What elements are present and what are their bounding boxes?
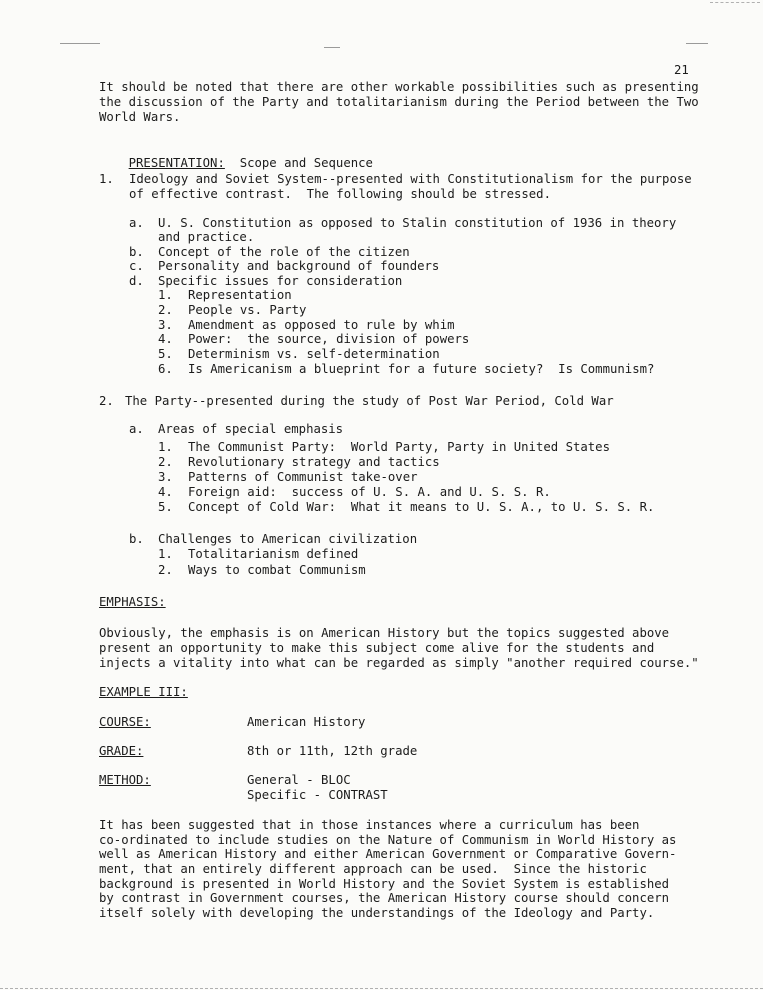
intro-line: It should be noted that there are other workable possibilities such as presenting: [99, 80, 699, 94]
item-text: The Party--presented during the study of Post War Period, Cold War: [125, 394, 614, 408]
sub-letter: a.: [129, 422, 144, 436]
sub-letter: c.: [129, 259, 144, 273]
intro-line: World Wars.: [99, 110, 181, 124]
scan-edge-bottom: [0, 988, 763, 989]
item-number: 2.: [99, 394, 114, 408]
area-text: Foreign aid: success of U. S. A. and U. S. S. R.: [188, 485, 551, 499]
issue-text: Power: the source, division of powers: [188, 332, 470, 346]
course-value: American History: [247, 715, 366, 729]
closing-line: by contrast in Government courses, the American History course should concern: [99, 891, 670, 905]
presentation-text: Scope and Sequence: [239, 155, 373, 170]
item-text: of effective contrast. The following should be stressed.: [129, 187, 551, 201]
scan-edge-top: [710, 2, 760, 3]
area-text: The Communist Party: World Party, Party in United States: [188, 440, 610, 454]
course-label: COURSE:: [99, 715, 151, 729]
grade-value: 8th or 11th, 12th grade: [247, 744, 418, 758]
issue-text: Representation: [188, 288, 292, 302]
sub-text: U. S. Constitution as opposed to Stalin constitution of 1936 in theory: [158, 216, 677, 230]
sub-text: Personality and background of founders: [158, 259, 440, 273]
area-text: Patterns of Communist take-over: [188, 470, 418, 484]
sub-letter: b.: [129, 532, 144, 546]
area-number: 4.: [158, 485, 173, 499]
issue-number: 3.: [158, 318, 173, 332]
sub-letter: b.: [129, 245, 144, 259]
grade-label: GRADE:: [99, 744, 144, 758]
issue-number: 2.: [158, 303, 173, 317]
issue-number: 6.: [158, 362, 173, 376]
page-number: 21: [674, 63, 689, 77]
closing-line: background is presented in World History and the Soviet System is established: [99, 877, 670, 891]
challenge-number: 2.: [158, 563, 173, 577]
area-number: 5.: [158, 500, 173, 514]
area-number: 2.: [158, 455, 173, 469]
method-value: Specific - CONTRAST: [247, 788, 388, 802]
sub-text: Challenges to American civilization: [158, 532, 418, 546]
issue-text: Amendment as opposed to rule by whim: [188, 318, 455, 332]
sub-letter: a.: [129, 216, 144, 230]
closing-line: itself solely with developing the understandings of the Ideology and Party.: [99, 906, 655, 920]
area-number: 1.: [158, 440, 173, 454]
closing-line: well as American History and either American Government or Comparative Govern-: [99, 847, 677, 861]
method-label: METHOD:: [99, 773, 151, 787]
sub-text: and practice.: [158, 230, 255, 244]
scan-speck: [324, 47, 340, 48]
scan-speck: [60, 43, 100, 44]
item-text: Ideology and Soviet System--presented with Constitutionalism for the purpose: [129, 172, 692, 186]
sub-letter: d.: [129, 274, 144, 288]
scan-speck: [686, 43, 708, 44]
issue-number: 5.: [158, 347, 173, 361]
issue-number: 4.: [158, 332, 173, 346]
issue-text: Determinism vs. self-determination: [188, 347, 440, 361]
emphasis-line: injects a vitality into what can be regarded as simply "another required course.": [99, 656, 699, 670]
emphasis-line: Obviously, the emphasis is on American History but the topics suggested above: [99, 626, 670, 640]
intro-line: the discussion of the Party and totalitarianism during the Period between the Two: [99, 95, 699, 109]
sub-text: Areas of special emphasis: [158, 422, 344, 436]
emphasis-line: present an opportunity to make this subject come alive for the students and: [99, 641, 655, 655]
closing-line: ment, that an entirely different approach can be used. Since the historic: [99, 862, 647, 876]
issue-number: 1.: [158, 288, 173, 302]
example-heading: EXAMPLE III:: [99, 685, 188, 699]
closing-line: It has been suggested that in those instances where a curriculum has been: [99, 818, 640, 832]
presentation-label: PRESENTATION:: [128, 155, 225, 170]
area-number: 3.: [158, 470, 173, 484]
method-value: General - BLOC: [247, 773, 351, 787]
closing-line: co-ordinated to include studies on the Nature of Communism in World History as: [99, 833, 677, 847]
sub-text: Concept of the role of the citizen: [158, 245, 410, 259]
area-text: Concept of Cold War: What it means to U. S. A., to U. S. S. R.: [188, 500, 655, 514]
issue-text: Is Americanism a blueprint for a future society? Is Communism?: [188, 362, 655, 376]
issue-text: People vs. Party: [188, 303, 307, 317]
challenge-text: Ways to combat Communism: [188, 563, 366, 577]
item-number: 1.: [99, 172, 114, 186]
challenge-number: 1.: [158, 547, 173, 561]
challenge-text: Totalitarianism defined: [188, 547, 359, 561]
sub-text: Specific issues for consideration: [158, 274, 403, 288]
emphasis-heading: EMPHASIS:: [99, 595, 166, 609]
area-text: Revolutionary strategy and tactics: [188, 455, 440, 469]
